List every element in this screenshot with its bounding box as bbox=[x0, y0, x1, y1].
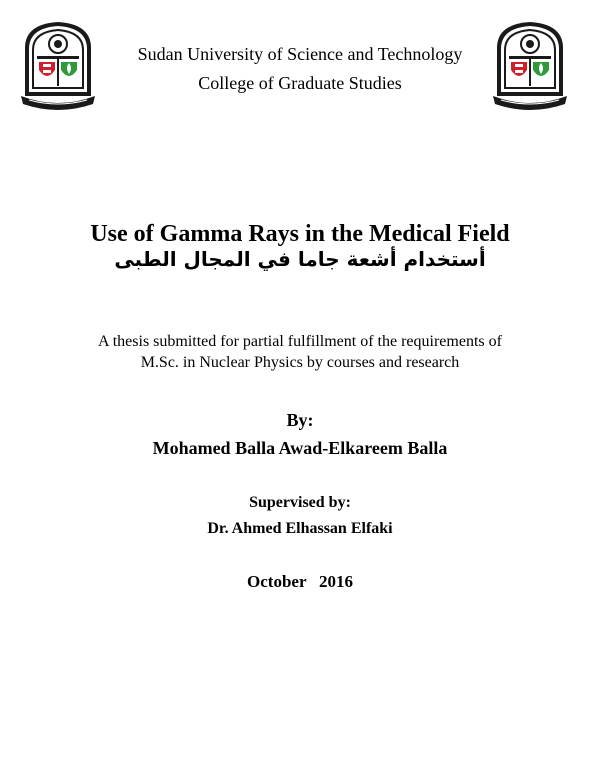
supervisor-name: Dr. Ahmed Elhassan Elfaki bbox=[207, 520, 393, 537]
college-name: College of Graduate Studies bbox=[198, 73, 402, 93]
thesis-title-english: Use of Gamma Rays in the Medical Field bbox=[90, 221, 510, 247]
thesis-title-arabic: أستخدام أشعة جاما في المجال الطبى bbox=[114, 247, 486, 271]
supervisor-label: Supervised by: bbox=[249, 494, 351, 511]
thesis-purpose-line-1: A thesis submitted for partial fulfillment of the requirements of bbox=[98, 333, 502, 350]
submission-date: October 2016 bbox=[247, 572, 353, 591]
author-name: Mohamed Balla Awad-Elkareem Balla bbox=[152, 438, 448, 458]
thesis-purpose-line-2: M.Sc. in Nuclear Physics by courses and research bbox=[140, 354, 460, 371]
university-name: Sudan University of Science and Technology bbox=[137, 44, 463, 64]
author-label: By: bbox=[286, 410, 314, 430]
